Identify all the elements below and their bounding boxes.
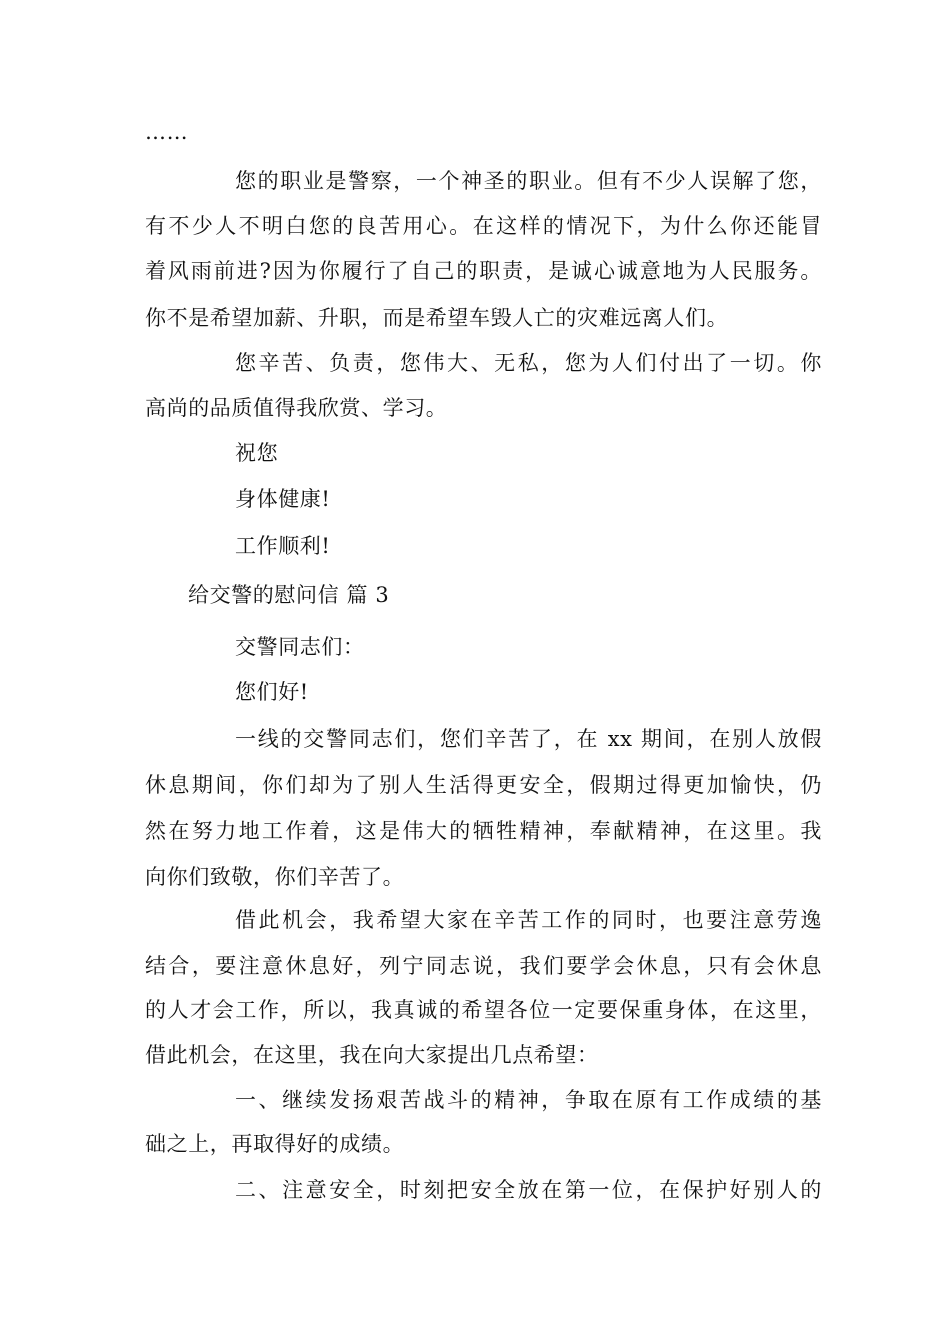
closing-line: 身体健康! (235, 487, 331, 511)
paragraph-line: 着风雨前进?因为你履行了自己的职责，是诚心诚意地为人民服务。 (145, 259, 822, 283)
paragraph-line: 然在努力地工作着，这是伟大的牺牲精神，奉献精神，在这里。我 (145, 819, 822, 843)
paragraph-line: 借此机会，在这里，我在向大家提出几点希望： (145, 1043, 599, 1067)
paragraph-line: 一、继续发扬艰苦战斗的精神，争取在原有工作成绩的基 (235, 1088, 822, 1112)
paragraph-line: 一线的交警同志们，您们辛苦了，在 xx 期间，在别人放假 (235, 727, 822, 751)
salutation-line: 交警同志们： (235, 635, 365, 659)
paragraph-line: 高尚的品质值得我欣赏、学习。 (145, 396, 448, 420)
paragraph-line: 借此机会，我希望大家在辛苦工作的同时，也要注意劳逸 (235, 908, 822, 932)
closing-line: 祝您 (235, 441, 279, 465)
closing-line: 工作顺利! (235, 534, 331, 558)
paragraph-line: 您的职业是警察，一个神圣的职业。但有不少人误解了您， (235, 169, 822, 193)
paragraph-line: 础之上，再取得好的成绩。 (145, 1132, 405, 1156)
paragraph-line: 二、注意安全，时刻把安全放在第一位，在保护好别人的 (235, 1178, 822, 1202)
paragraph-line: 的人才会工作，所以，我真诚的希望各位一定要保重身体，在这里， (145, 998, 822, 1022)
section-heading: 给交警的慰问信 篇 3 (188, 583, 390, 607)
paragraph-line: 向你们致敬，你们辛苦了。 (145, 865, 405, 889)
greeting-line: 您们好! (235, 680, 309, 704)
ellipsis-line: …… (145, 120, 189, 144)
paragraph-line: 你不是希望加薪、升职，而是希望车毁人亡的灾难远离人们。 (145, 306, 729, 330)
paragraph-line: 您辛苦、负责，您伟大、无私，您为人们付出了一切。你 (235, 351, 822, 375)
paragraph-line: 结合，要注意休息好，列宁同志说，我们要学会休息，只有会休息 (145, 954, 822, 978)
paragraph-line: 有不少人不明白您的良苦用心。在这样的情况下，为什么你还能冒 (145, 214, 822, 238)
paragraph-line: 休息期间，你们却为了别人生活得更安全，假期过得更加愉快，仍 (145, 773, 822, 797)
